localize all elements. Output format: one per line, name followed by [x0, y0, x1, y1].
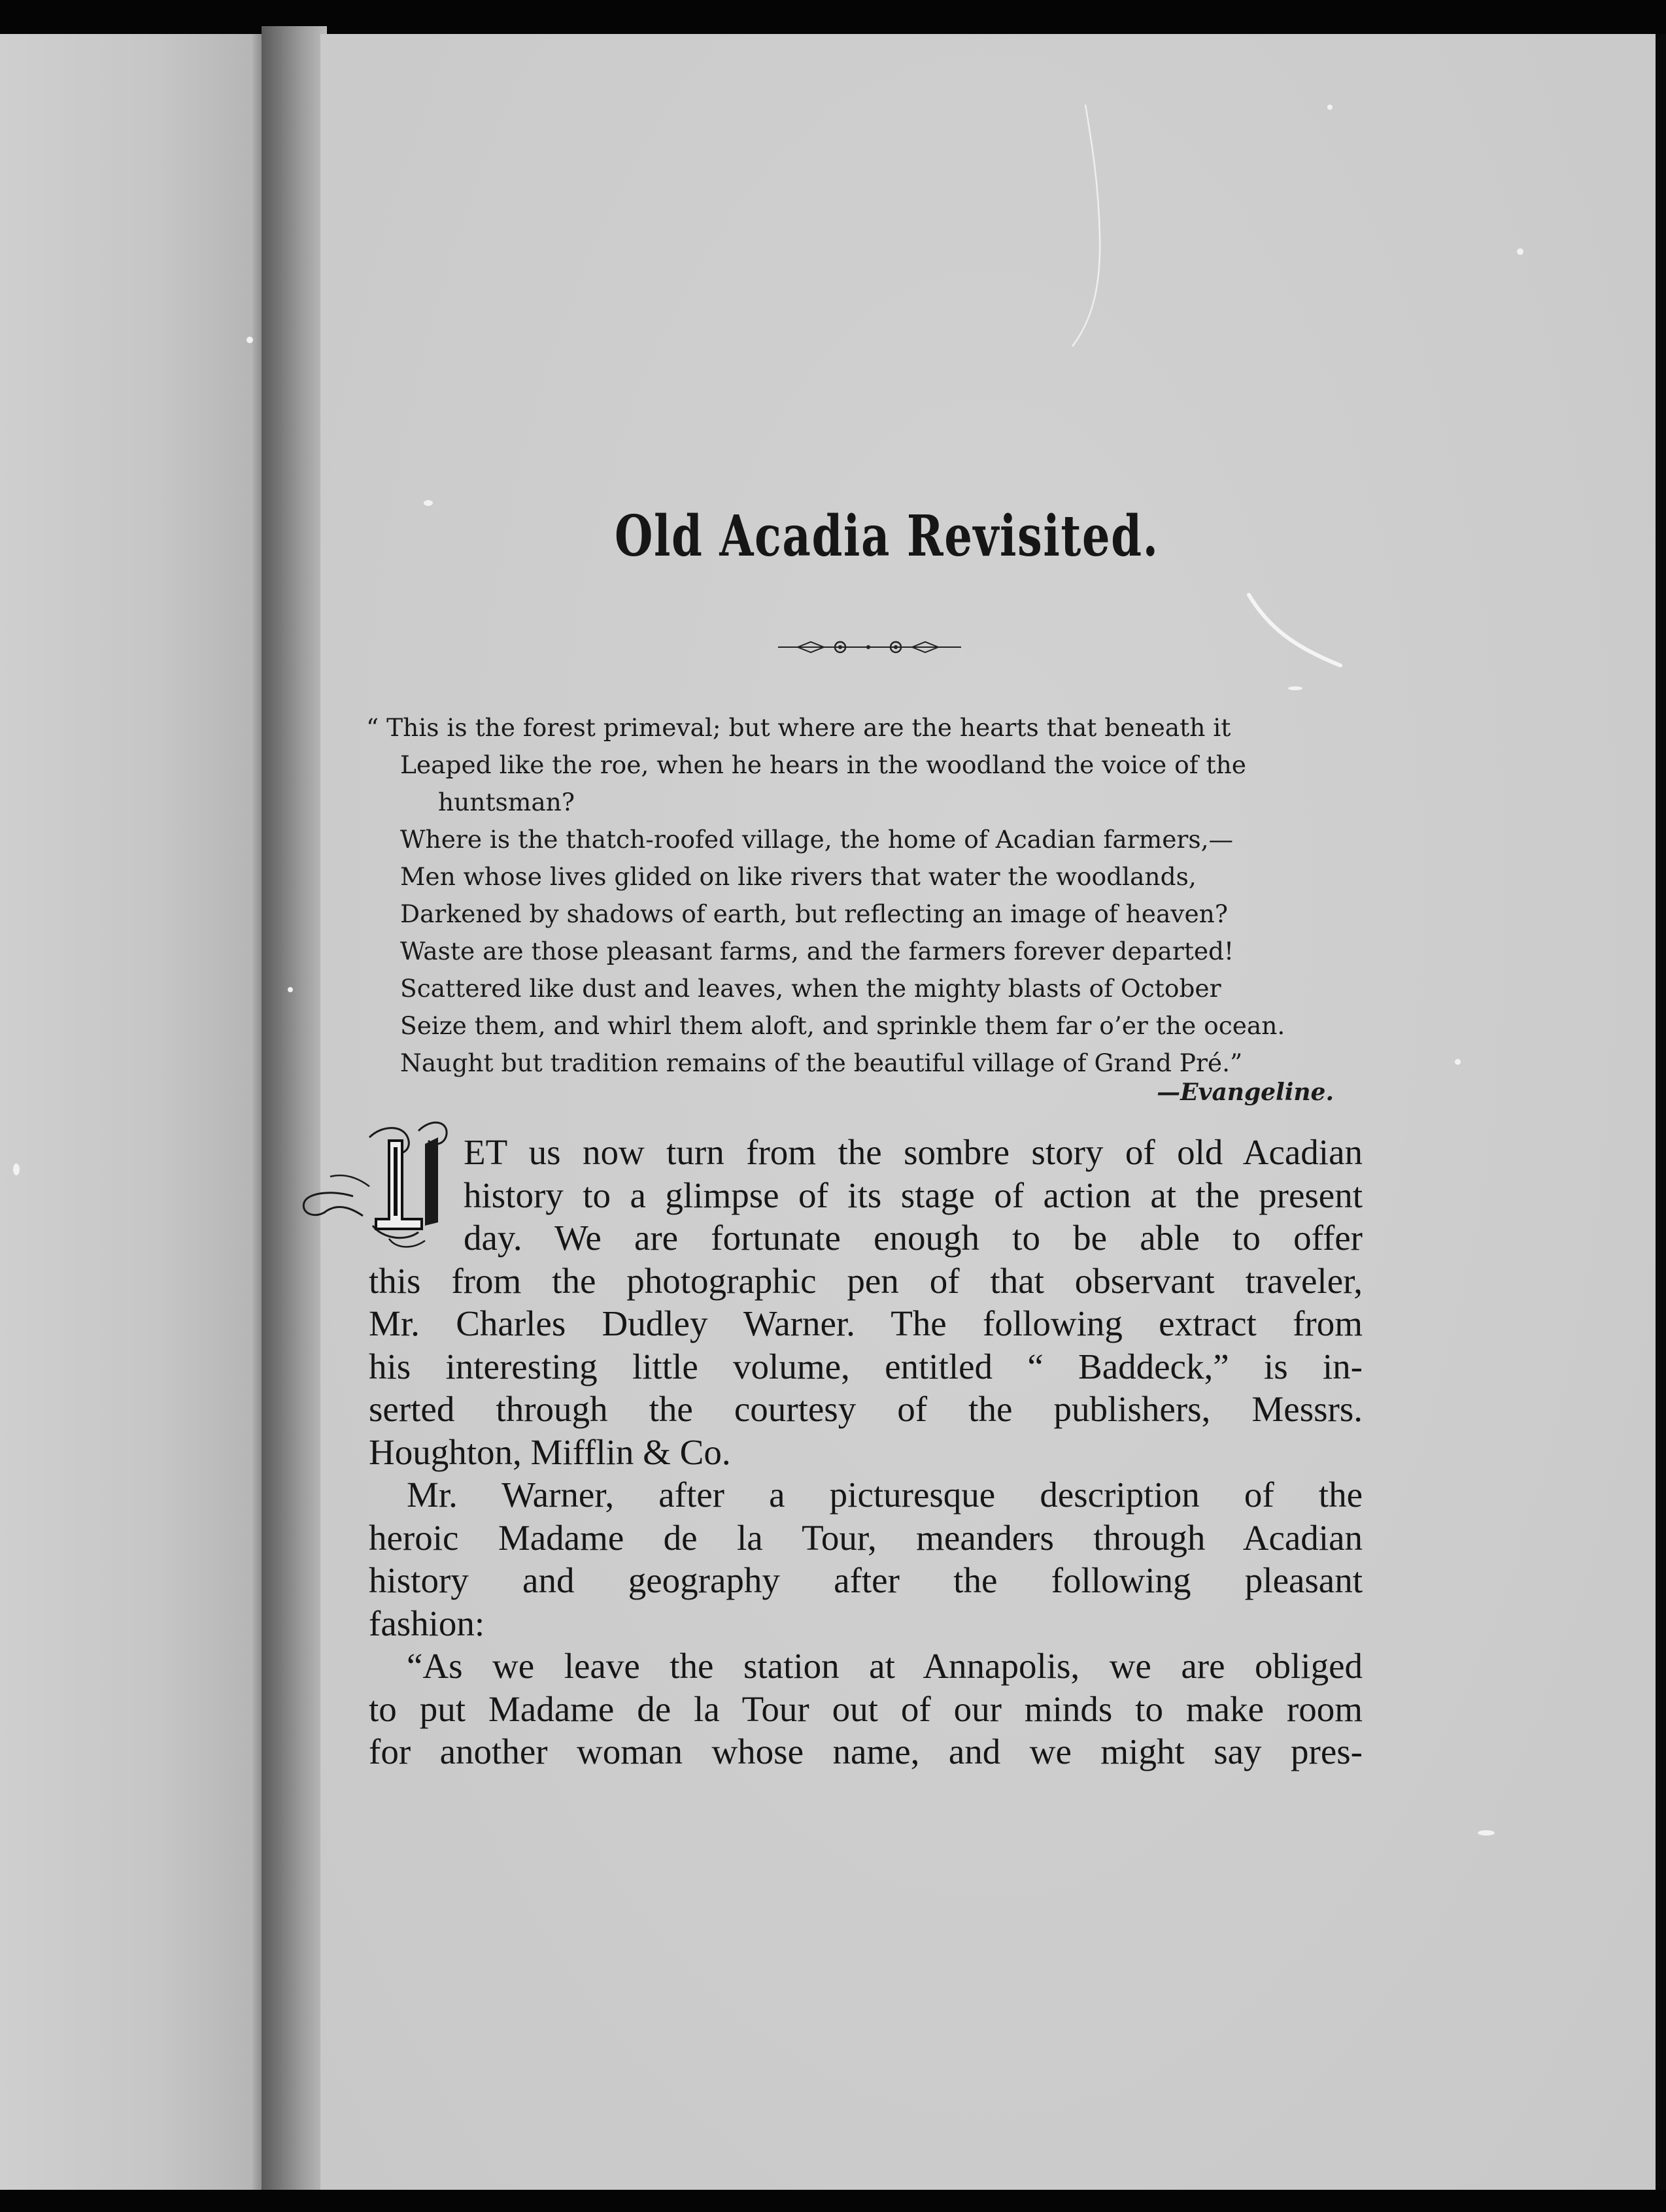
body-line: Mr. Charles Dudley Warner. The following extract from	[369, 1303, 1363, 1343]
page-title: Old Acadia Revisited.	[615, 503, 1159, 569]
body-line: this from the photographic pen of that observant traveler,	[369, 1260, 1363, 1301]
body-line: serted through the courtesy of the publishers, Messrs.	[369, 1389, 1363, 1429]
scan-frame-right	[1656, 34, 1666, 2190]
paper-scratch	[1242, 588, 1353, 673]
epigraph-line: Scattered like dust and leaves, when the mighty blasts of October	[400, 974, 1221, 1003]
scan-speck	[1455, 1059, 1461, 1065]
binding-gutter	[262, 26, 327, 2190]
body-line: heroic Madame de la Tour, meanders through Acadian	[369, 1517, 1363, 1558]
scan-speck	[13, 1164, 20, 1175]
epigraph-line: Men whose lives glided on like rivers that water the woodlands,	[400, 862, 1197, 891]
body-text	[369, 1131, 1363, 1773]
epigraph-line: Waste are those pleasant farms, and the farmers forever departed!	[400, 937, 1234, 965]
body-line: his interesting little volume, entitled “ Baddeck,” is in-	[369, 1346, 1363, 1386]
epigraph-line: Leaped like the roe, when he hears in the woodland the voice of the	[400, 750, 1246, 779]
scan-speck	[1327, 105, 1333, 110]
body-line: “As we leave the station at Annapolis, we are obliged	[407, 1646, 1363, 1686]
body-line: Mr. Warner, after a picturesque description of the	[407, 1475, 1363, 1515]
epigraph-line: huntsman?	[438, 788, 575, 816]
facing-page	[0, 34, 262, 2190]
scan-speck	[424, 500, 433, 506]
document-page	[320, 34, 1656, 2190]
body-line: history and geography after the following pleasant	[369, 1560, 1363, 1600]
epigraph-line: Darkened by shadows of earth, but reflecting an image of heaven?	[400, 899, 1228, 928]
paper-crack	[1046, 105, 1125, 366]
body-line: Houghton, Mifflin & Co.	[369, 1432, 731, 1472]
epigraph-line: Naught but tradition remains of the beautiful village of Grand Pré.”	[400, 1048, 1243, 1077]
scan-frame-top	[0, 0, 1666, 34]
scan-speck	[1517, 248, 1523, 255]
epigraph-line: “ This is the forest primeval; but where are the hearts that beneath it	[366, 713, 1231, 742]
epigraph	[366, 709, 1386, 1082]
epigraph-attribution: —Evangeline.	[1157, 1079, 1334, 1106]
scan-speck	[288, 987, 293, 992]
scan-speck	[1288, 686, 1302, 690]
body-line: for another woman whose name, and we might say pres-	[369, 1732, 1363, 1771]
epigraph-line: Seize them, and whirl them aloft, and sprinkle them far o’er the ocean.	[400, 1011, 1285, 1040]
body-line: ET us now turn from the sombre story of old Acadian	[464, 1132, 1363, 1172]
body-line: fashion:	[369, 1603, 485, 1643]
scan-speck	[246, 337, 253, 343]
scan-speck	[1478, 1830, 1495, 1835]
epigraph-line: Where is the thatch-roofed village, the home of Acadian farmers,—	[400, 825, 1234, 854]
body-line: to put Madame de la Tour out of our minds to make room	[369, 1688, 1363, 1729]
title-ornament	[772, 634, 968, 660]
scan-frame-bottom	[0, 2190, 1666, 2212]
body-line: history to a glimpse of its stage of action at the present	[464, 1175, 1363, 1215]
body-line: day. We are fortunate enough to be able to offer	[464, 1218, 1363, 1258]
